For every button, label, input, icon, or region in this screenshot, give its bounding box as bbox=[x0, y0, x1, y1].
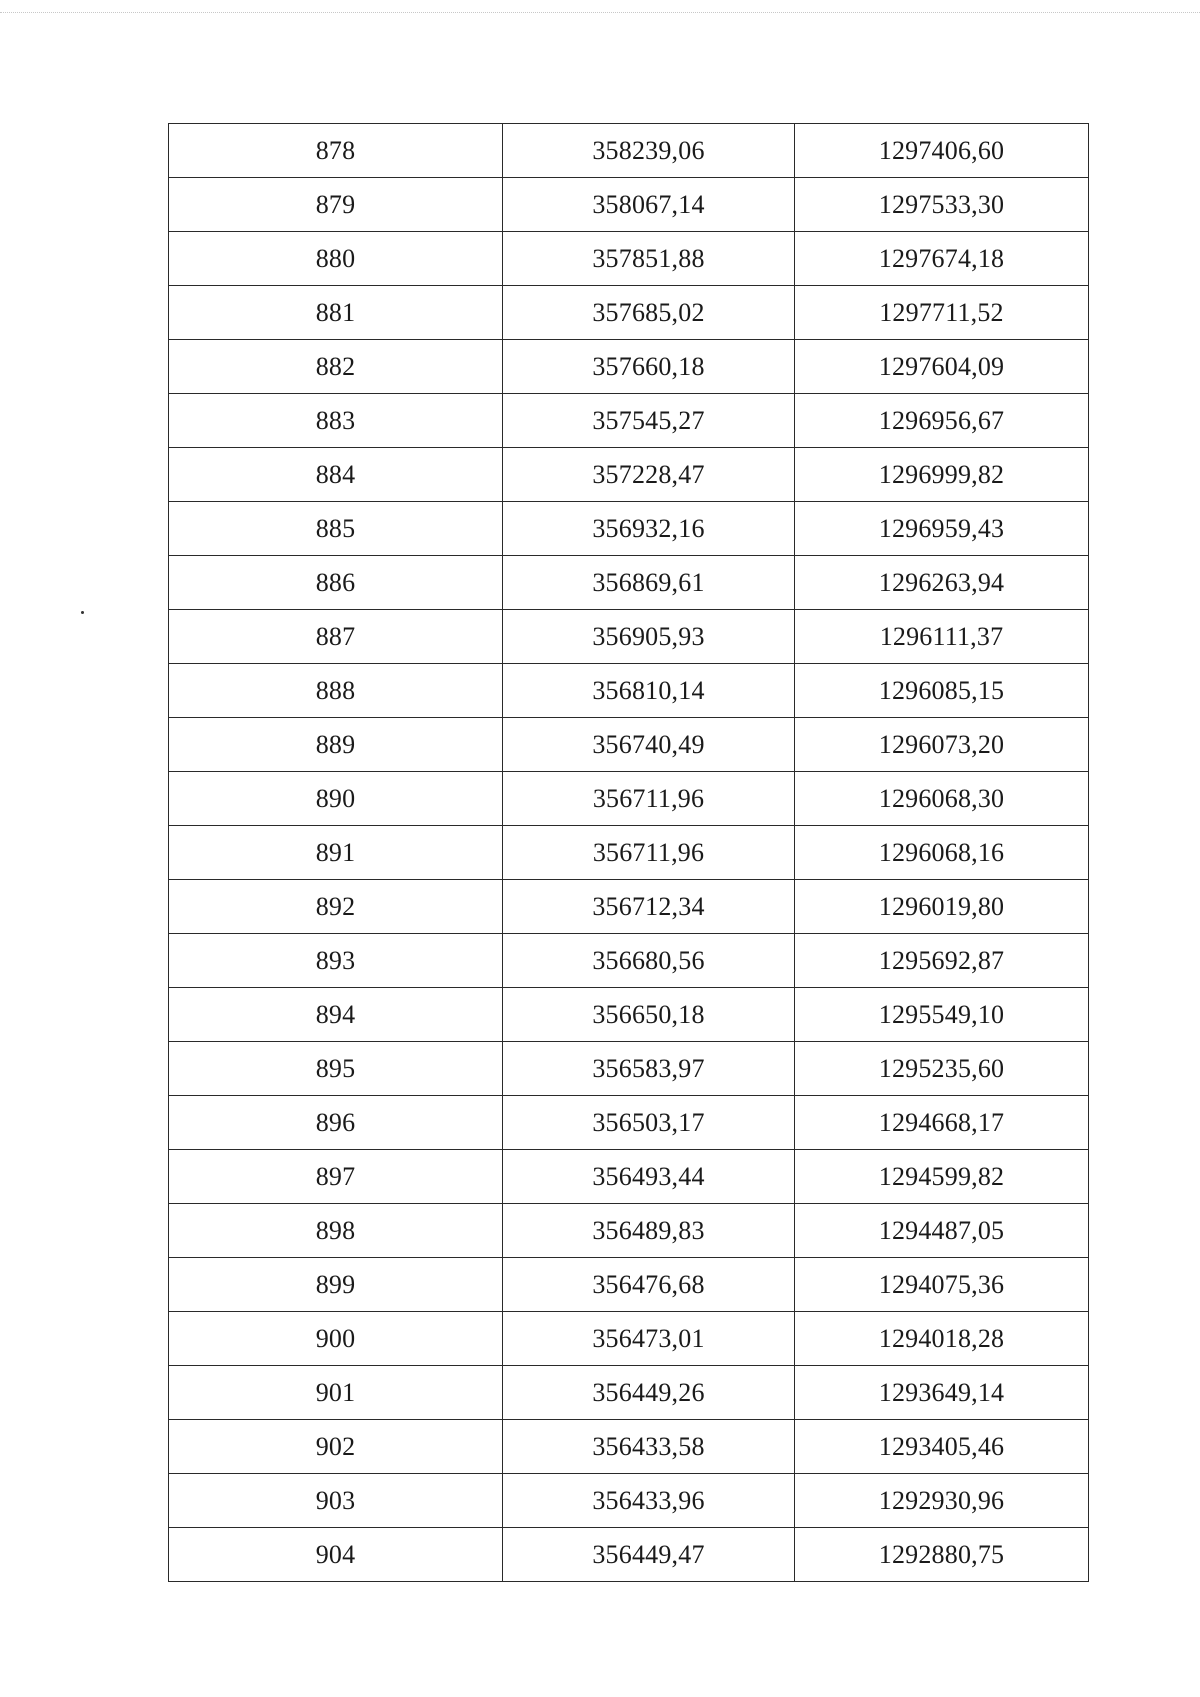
x-coordinate-cell: 356810,14 bbox=[503, 664, 795, 718]
table-row bbox=[169, 1150, 1089, 1204]
x-coordinate-cell: 356905,93 bbox=[503, 610, 795, 664]
point-number-cell: 902 bbox=[169, 1420, 503, 1474]
x-coordinate-cell: 357851,88 bbox=[503, 232, 795, 286]
y-coordinate-cell: 1296263,94 bbox=[795, 556, 1089, 610]
point-number-cell: 892 bbox=[169, 880, 503, 934]
point-number-cell: 881 bbox=[169, 286, 503, 340]
y-coordinate-cell: 1296073,20 bbox=[795, 718, 1089, 772]
y-coordinate-cell: 1294075,36 bbox=[795, 1258, 1089, 1312]
point-number-cell: 903 bbox=[169, 1474, 503, 1528]
table-row bbox=[169, 1474, 1089, 1528]
table-row bbox=[169, 1420, 1089, 1474]
y-coordinate-cell: 1296068,30 bbox=[795, 772, 1089, 826]
table-row bbox=[169, 1096, 1089, 1150]
x-coordinate-cell: 357228,47 bbox=[503, 448, 795, 502]
table-row bbox=[169, 502, 1089, 556]
y-coordinate-cell: 1297711,52 bbox=[795, 286, 1089, 340]
y-coordinate-cell: 1296999,82 bbox=[795, 448, 1089, 502]
table-row bbox=[169, 124, 1089, 178]
point-number-cell: 897 bbox=[169, 1150, 503, 1204]
y-coordinate-cell: 1296959,43 bbox=[795, 502, 1089, 556]
table-row bbox=[169, 1366, 1089, 1420]
point-number-cell: 896 bbox=[169, 1096, 503, 1150]
x-coordinate-cell: 356712,34 bbox=[503, 880, 795, 934]
y-coordinate-cell: 1295235,60 bbox=[795, 1042, 1089, 1096]
y-coordinate-cell: 1295692,87 bbox=[795, 934, 1089, 988]
point-number-cell: 890 bbox=[169, 772, 503, 826]
x-coordinate-cell: 356489,83 bbox=[503, 1204, 795, 1258]
point-number-cell: 898 bbox=[169, 1204, 503, 1258]
point-number-cell: 893 bbox=[169, 934, 503, 988]
point-number-cell: 878 bbox=[169, 124, 503, 178]
y-coordinate-cell: 1293649,14 bbox=[795, 1366, 1089, 1420]
y-coordinate-cell: 1294487,05 bbox=[795, 1204, 1089, 1258]
table-row bbox=[169, 1312, 1089, 1366]
point-number-cell: 894 bbox=[169, 988, 503, 1042]
y-coordinate-cell: 1297406,60 bbox=[795, 124, 1089, 178]
x-coordinate-cell: 356473,01 bbox=[503, 1312, 795, 1366]
x-coordinate-cell: 356433,58 bbox=[503, 1420, 795, 1474]
table-row bbox=[169, 610, 1089, 664]
x-coordinate-cell: 358067,14 bbox=[503, 178, 795, 232]
point-number-cell: 900 bbox=[169, 1312, 503, 1366]
y-coordinate-cell: 1294018,28 bbox=[795, 1312, 1089, 1366]
y-coordinate-cell: 1296068,16 bbox=[795, 826, 1089, 880]
x-coordinate-cell: 356433,96 bbox=[503, 1474, 795, 1528]
x-coordinate-cell: 357685,02 bbox=[503, 286, 795, 340]
scan-speck bbox=[81, 611, 84, 614]
x-coordinate-cell: 356740,49 bbox=[503, 718, 795, 772]
point-number-cell: 886 bbox=[169, 556, 503, 610]
table-row bbox=[169, 394, 1089, 448]
x-coordinate-cell: 356650,18 bbox=[503, 988, 795, 1042]
point-number-cell: 879 bbox=[169, 178, 503, 232]
x-coordinate-cell: 356449,26 bbox=[503, 1366, 795, 1420]
y-coordinate-cell: 1293405,46 bbox=[795, 1420, 1089, 1474]
table-row bbox=[169, 1042, 1089, 1096]
point-number-cell: 891 bbox=[169, 826, 503, 880]
table-row bbox=[169, 772, 1089, 826]
point-number-cell: 883 bbox=[169, 394, 503, 448]
y-coordinate-cell: 1292880,75 bbox=[795, 1528, 1089, 1582]
point-number-cell: 882 bbox=[169, 340, 503, 394]
scan-edge-line bbox=[0, 12, 1200, 13]
y-coordinate-cell: 1296111,37 bbox=[795, 610, 1089, 664]
y-coordinate-cell: 1292930,96 bbox=[795, 1474, 1089, 1528]
point-number-cell: 880 bbox=[169, 232, 503, 286]
table-row bbox=[169, 232, 1089, 286]
x-coordinate-cell: 358239,06 bbox=[503, 124, 795, 178]
x-coordinate-cell: 356583,97 bbox=[503, 1042, 795, 1096]
x-coordinate-cell: 356503,17 bbox=[503, 1096, 795, 1150]
y-coordinate-cell: 1297674,18 bbox=[795, 232, 1089, 286]
table-row bbox=[169, 664, 1089, 718]
table-row bbox=[169, 1528, 1089, 1582]
x-coordinate-cell: 356932,16 bbox=[503, 502, 795, 556]
y-coordinate-cell: 1296085,15 bbox=[795, 664, 1089, 718]
x-coordinate-cell: 356711,96 bbox=[503, 826, 795, 880]
y-coordinate-cell: 1297533,30 bbox=[795, 178, 1089, 232]
table-row bbox=[169, 1258, 1089, 1312]
table-row bbox=[169, 1204, 1089, 1258]
x-coordinate-cell: 356449,47 bbox=[503, 1528, 795, 1582]
y-coordinate-cell: 1296956,67 bbox=[795, 394, 1089, 448]
point-number-cell: 895 bbox=[169, 1042, 503, 1096]
table-row bbox=[169, 286, 1089, 340]
point-number-cell: 888 bbox=[169, 664, 503, 718]
x-coordinate-cell: 357660,18 bbox=[503, 340, 795, 394]
table-row bbox=[169, 556, 1089, 610]
point-number-cell: 887 bbox=[169, 610, 503, 664]
y-coordinate-cell: 1294668,17 bbox=[795, 1096, 1089, 1150]
coordinates-table bbox=[168, 123, 1089, 1582]
x-coordinate-cell: 356493,44 bbox=[503, 1150, 795, 1204]
point-number-cell: 884 bbox=[169, 448, 503, 502]
table-row bbox=[169, 448, 1089, 502]
y-coordinate-cell: 1297604,09 bbox=[795, 340, 1089, 394]
table-row bbox=[169, 826, 1089, 880]
y-coordinate-cell: 1294599,82 bbox=[795, 1150, 1089, 1204]
coordinates-table-body bbox=[169, 124, 1089, 1582]
x-coordinate-cell: 357545,27 bbox=[503, 394, 795, 448]
table-row bbox=[169, 340, 1089, 394]
x-coordinate-cell: 356680,56 bbox=[503, 934, 795, 988]
table-row bbox=[169, 718, 1089, 772]
point-number-cell: 889 bbox=[169, 718, 503, 772]
point-number-cell: 899 bbox=[169, 1258, 503, 1312]
table-row bbox=[169, 988, 1089, 1042]
table-row bbox=[169, 934, 1089, 988]
point-number-cell: 885 bbox=[169, 502, 503, 556]
point-number-cell: 901 bbox=[169, 1366, 503, 1420]
y-coordinate-cell: 1296019,80 bbox=[795, 880, 1089, 934]
table-row bbox=[169, 178, 1089, 232]
x-coordinate-cell: 356869,61 bbox=[503, 556, 795, 610]
y-coordinate-cell: 1295549,10 bbox=[795, 988, 1089, 1042]
x-coordinate-cell: 356476,68 bbox=[503, 1258, 795, 1312]
x-coordinate-cell: 356711,96 bbox=[503, 772, 795, 826]
table-row bbox=[169, 880, 1089, 934]
point-number-cell: 904 bbox=[169, 1528, 503, 1582]
